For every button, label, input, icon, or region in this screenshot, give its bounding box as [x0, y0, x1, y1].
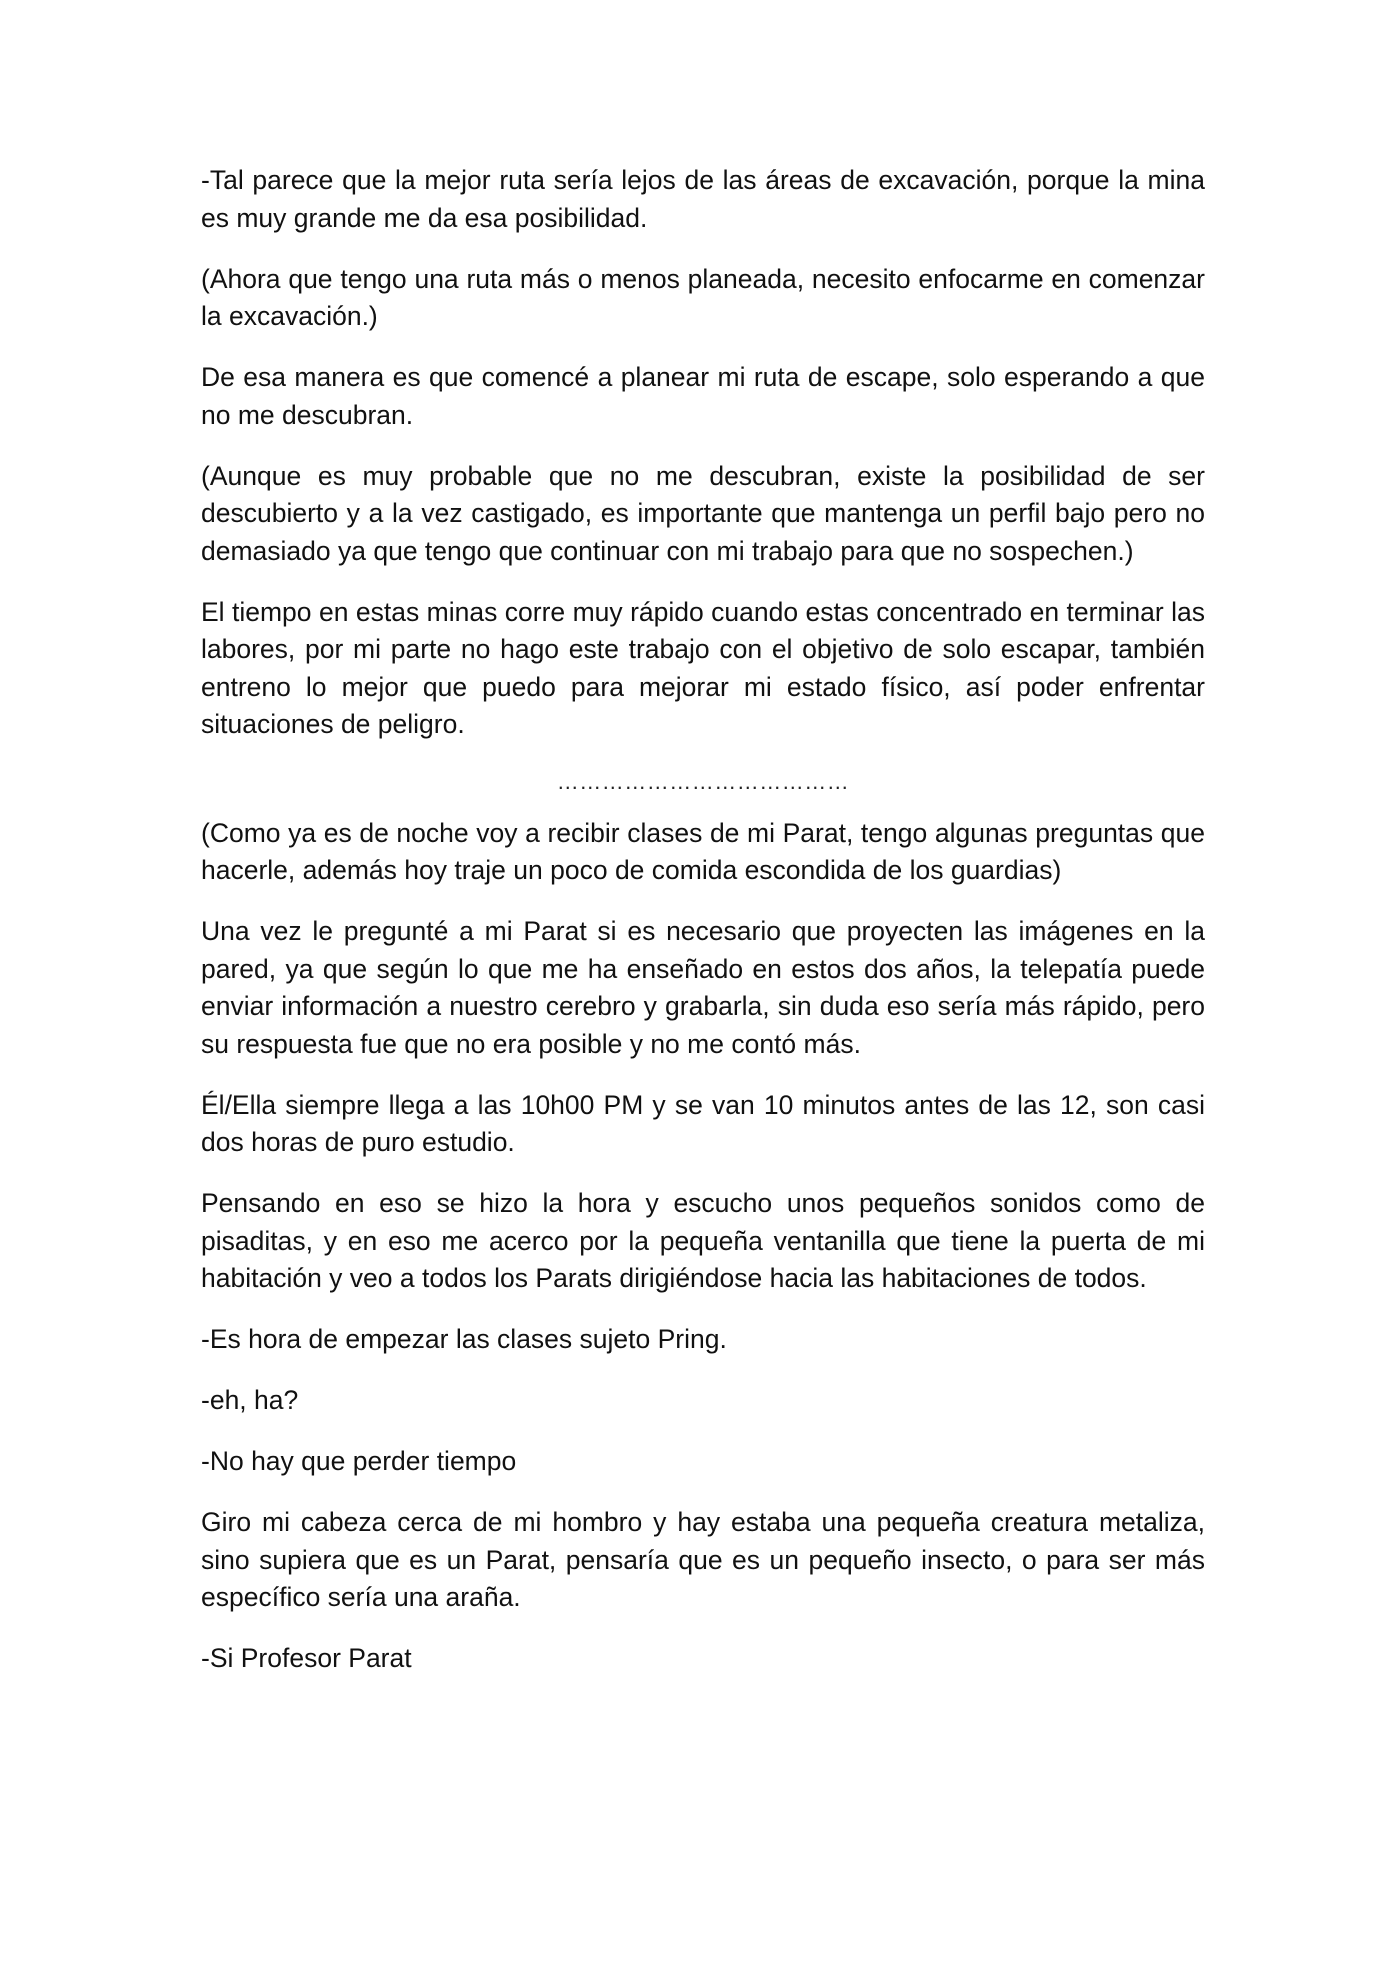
- dialogue-line: -eh, ha?: [201, 1385, 299, 1415]
- paragraph: De esa manera es que comencé a planear mi ruta de escape, solo esperando a que no me descubran.: [201, 362, 1205, 430]
- section-separator: …………………………………: [556, 769, 850, 794]
- paragraph: (Aunque es muy probable que no me descubran, existe la posibilidad de ser descubierto y a la vez castigado, es importante que mantenga un perfil bajo pero no demasiado ya que tengo que continuar con mi trabajo para que no sospechen.): [201, 460, 1205, 566]
- dialogue-line: -Es hora de empezar las clases sujeto Pring.: [201, 1324, 727, 1354]
- paragraph: Él/Ella siempre llega a las 10h00 PM y se van 10 minutos antes de las 12, son casi dos horas de puro estudio.: [201, 1089, 1205, 1157]
- dialogue-line: -Si Profesor Parat: [201, 1643, 412, 1673]
- paragraph: Una vez le pregunté a mi Parat si es necesario que proyecten las imágenes en la pared, ya que según lo que me ha enseñado en estos dos años, la telepatía puede enviar información a nuestro cerebro y grabarla, sin duda eso sería más rápido, pero su respuesta fue que no era posible y no me contó más.: [201, 916, 1205, 1059]
- dialogue-line: -No hay que perder tiempo: [201, 1446, 517, 1476]
- paragraph: (Ahora que tengo una ruta más o menos planeada, necesito enfocarme en comenzar la excavación.): [201, 263, 1205, 331]
- paragraph: El tiempo en estas minas corre muy rápido cuando estas concentrado en terminar las labores, por mi parte no hago este trabajo con el objetivo de solo escapar, también entreno lo mejor que puedo para mejorar mi estado físico, así poder enfrentar situaciones de peligro.: [201, 596, 1205, 739]
- paragraph: -Tal parece que la mejor ruta sería lejos de las áreas de excavación, porque la mina es muy grande me da esa posibilidad.: [201, 165, 1205, 233]
- document-body: [201, 162, 1205, 1701]
- paragraph: Giro mi cabeza cerca de mi hombro y hay estaba una pequeña creatura metaliza, sino supiera que es un Parat, pensaría que es un pequeño insecto, o para ser más específico sería una araña.: [201, 1507, 1205, 1612]
- paragraph: Pensando en eso se hizo la hora y escucho unos pequeños sonidos como de pisaditas, y en eso me acerco por la pequeña ventanilla que tiene la puerta de mi habitación y veo a todos los Parats dirigiéndose hacia las habitaciones de todos.: [201, 1188, 1205, 1293]
- paragraph: (Como ya es de noche voy a recibir clases de mi Parat, tengo algunas preguntas que hacerle, además hoy traje un poco de comida escondida de los guardias): [201, 817, 1205, 885]
